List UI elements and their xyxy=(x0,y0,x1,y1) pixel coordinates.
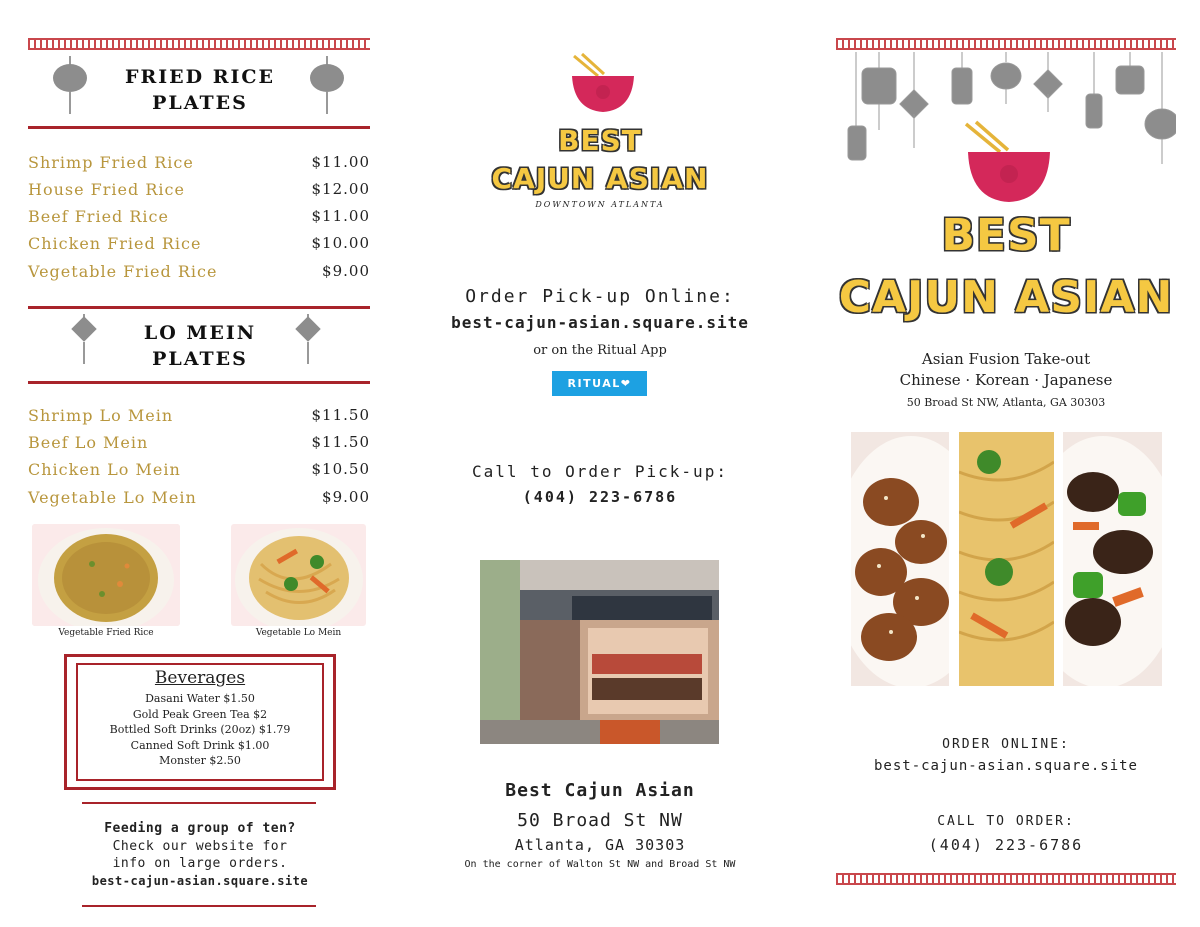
address-note: On the corner of Walton St NW and Broad St NW xyxy=(464,859,736,870)
group-order-info xyxy=(60,820,340,890)
group-line: info on large orders. xyxy=(112,856,288,871)
item-name: Shrimp Fried Rice xyxy=(28,153,194,172)
main-logo-line2: CAJUN ASIAN xyxy=(838,272,1174,323)
call-heading: Call to Order Pick-up: xyxy=(472,462,728,481)
beverage-item: Dasani Water $1.50 xyxy=(145,692,255,705)
menu-item xyxy=(28,433,370,457)
ritual-badge[interactable]: RITUAL❤ xyxy=(552,371,647,396)
logo-line1: BEST xyxy=(558,124,642,157)
cuisines: Chinese · Korean · Japanese xyxy=(899,371,1113,389)
menu-item xyxy=(28,406,370,430)
bowl-chopsticks-icon xyxy=(568,52,638,118)
divider xyxy=(82,802,316,804)
item-price: $10.50 xyxy=(311,460,370,478)
address-city: Atlanta, GA 30303 xyxy=(514,836,686,854)
call-phone[interactable]: (404) 223-6786 xyxy=(522,488,678,506)
lo-mein-title-line2: PLATES xyxy=(152,348,248,370)
lo-mein-strip-photo xyxy=(959,432,1054,686)
tagline: Asian Fusion Take-out xyxy=(921,350,1091,368)
main-logo-line1: BEST xyxy=(941,210,1071,261)
fried-rice-title-line1: FRIED RICE xyxy=(124,66,276,88)
divider xyxy=(82,905,316,907)
restaurant-name: Best Cajun Asian xyxy=(505,780,695,801)
fried-rice-title xyxy=(100,64,300,116)
item-price: $12.00 xyxy=(311,180,370,198)
logo-line2: CAJUN ASIAN xyxy=(491,162,709,195)
beef-pepper-photo xyxy=(1063,432,1162,686)
item-name: Chicken Fried Rice xyxy=(28,234,202,253)
item-price: $11.00 xyxy=(311,207,370,225)
middle-panel xyxy=(420,0,780,927)
menu-item xyxy=(28,234,370,258)
item-name: Chicken Lo Mein xyxy=(28,460,181,479)
call-phone-right[interactable]: (404) 223-6786 xyxy=(928,836,1084,854)
fried-rice-title-line2: PLATES xyxy=(152,92,248,114)
address-street: 50 Broad St NW xyxy=(517,810,683,831)
menu-item xyxy=(28,488,370,512)
item-price: $10.00 xyxy=(311,234,370,252)
storefront-photo xyxy=(480,560,719,744)
menu-item xyxy=(28,460,370,484)
item-name: Shrimp Lo Mein xyxy=(28,406,174,425)
beverage-item: Monster $2.50 xyxy=(159,754,241,767)
item-price: $9.00 xyxy=(322,262,370,280)
group-line: Check our website for xyxy=(112,838,288,854)
lo-mein-title-line1: LO MEIN xyxy=(143,322,257,344)
logo-subtitle: DOWNTOWN ATLANTA xyxy=(535,200,665,209)
ritual-app-text: or on the Ritual App xyxy=(533,343,667,358)
divider xyxy=(28,306,370,309)
item-name: Vegetable Lo Mein xyxy=(28,488,197,507)
menu-item xyxy=(28,262,370,286)
item-price: $11.50 xyxy=(311,433,370,451)
menu-item xyxy=(28,180,370,204)
right-address: 50 Broad St NW, Atlanta, GA 30303 xyxy=(906,396,1106,409)
call-label: CALL TO ORDER: xyxy=(937,814,1075,829)
bowl-chopsticks-icon xyxy=(964,120,1054,208)
item-name: Vegetable Fried Rice xyxy=(28,262,218,281)
fried-rice-photo xyxy=(32,524,180,626)
lo-mein-title xyxy=(100,320,300,372)
fried-rice-caption: Vegetable Fried Rice xyxy=(58,628,154,638)
item-name: Beef Fried Rice xyxy=(28,207,169,226)
beverages-content xyxy=(76,668,324,769)
beverages-title: Beverages xyxy=(154,668,246,688)
order-online-url-right[interactable]: best-cajun-asian.square.site xyxy=(873,758,1138,774)
item-price: $11.00 xyxy=(311,153,370,171)
menu-item xyxy=(28,153,370,177)
lo-mein-photo xyxy=(231,524,366,626)
item-name: Beef Lo Mein xyxy=(28,433,149,452)
lo-mein-caption: Vegetable Lo Mein xyxy=(255,628,342,638)
order-online-url[interactable]: best-cajun-asian.square.site xyxy=(451,313,749,332)
item-price: $9.00 xyxy=(322,488,370,506)
beverage-item: Bottled Soft Drinks (20oz) $1.79 xyxy=(109,723,291,736)
divider xyxy=(28,126,370,129)
order-online-heading: Order Pick-up Online: xyxy=(465,286,735,307)
group-url: best-cajun-asian.square.site xyxy=(91,873,309,888)
orange-chicken-photo xyxy=(851,432,949,686)
top-border-pattern xyxy=(28,38,370,50)
beverage-item: Canned Soft Drink $1.00 xyxy=(130,738,270,752)
divider xyxy=(28,381,370,384)
item-price: $11.50 xyxy=(311,406,370,424)
menu-item xyxy=(28,207,370,231)
order-online-label: ORDER ONLINE: xyxy=(942,737,1070,752)
item-name: House Fried Rice xyxy=(28,180,185,199)
beverage-item: Gold Peak Green Tea $2 xyxy=(132,707,268,721)
top-border-pattern xyxy=(836,38,1176,50)
group-heading: Feeding a group of ten? xyxy=(104,821,296,836)
bottom-border-pattern xyxy=(836,873,1176,885)
